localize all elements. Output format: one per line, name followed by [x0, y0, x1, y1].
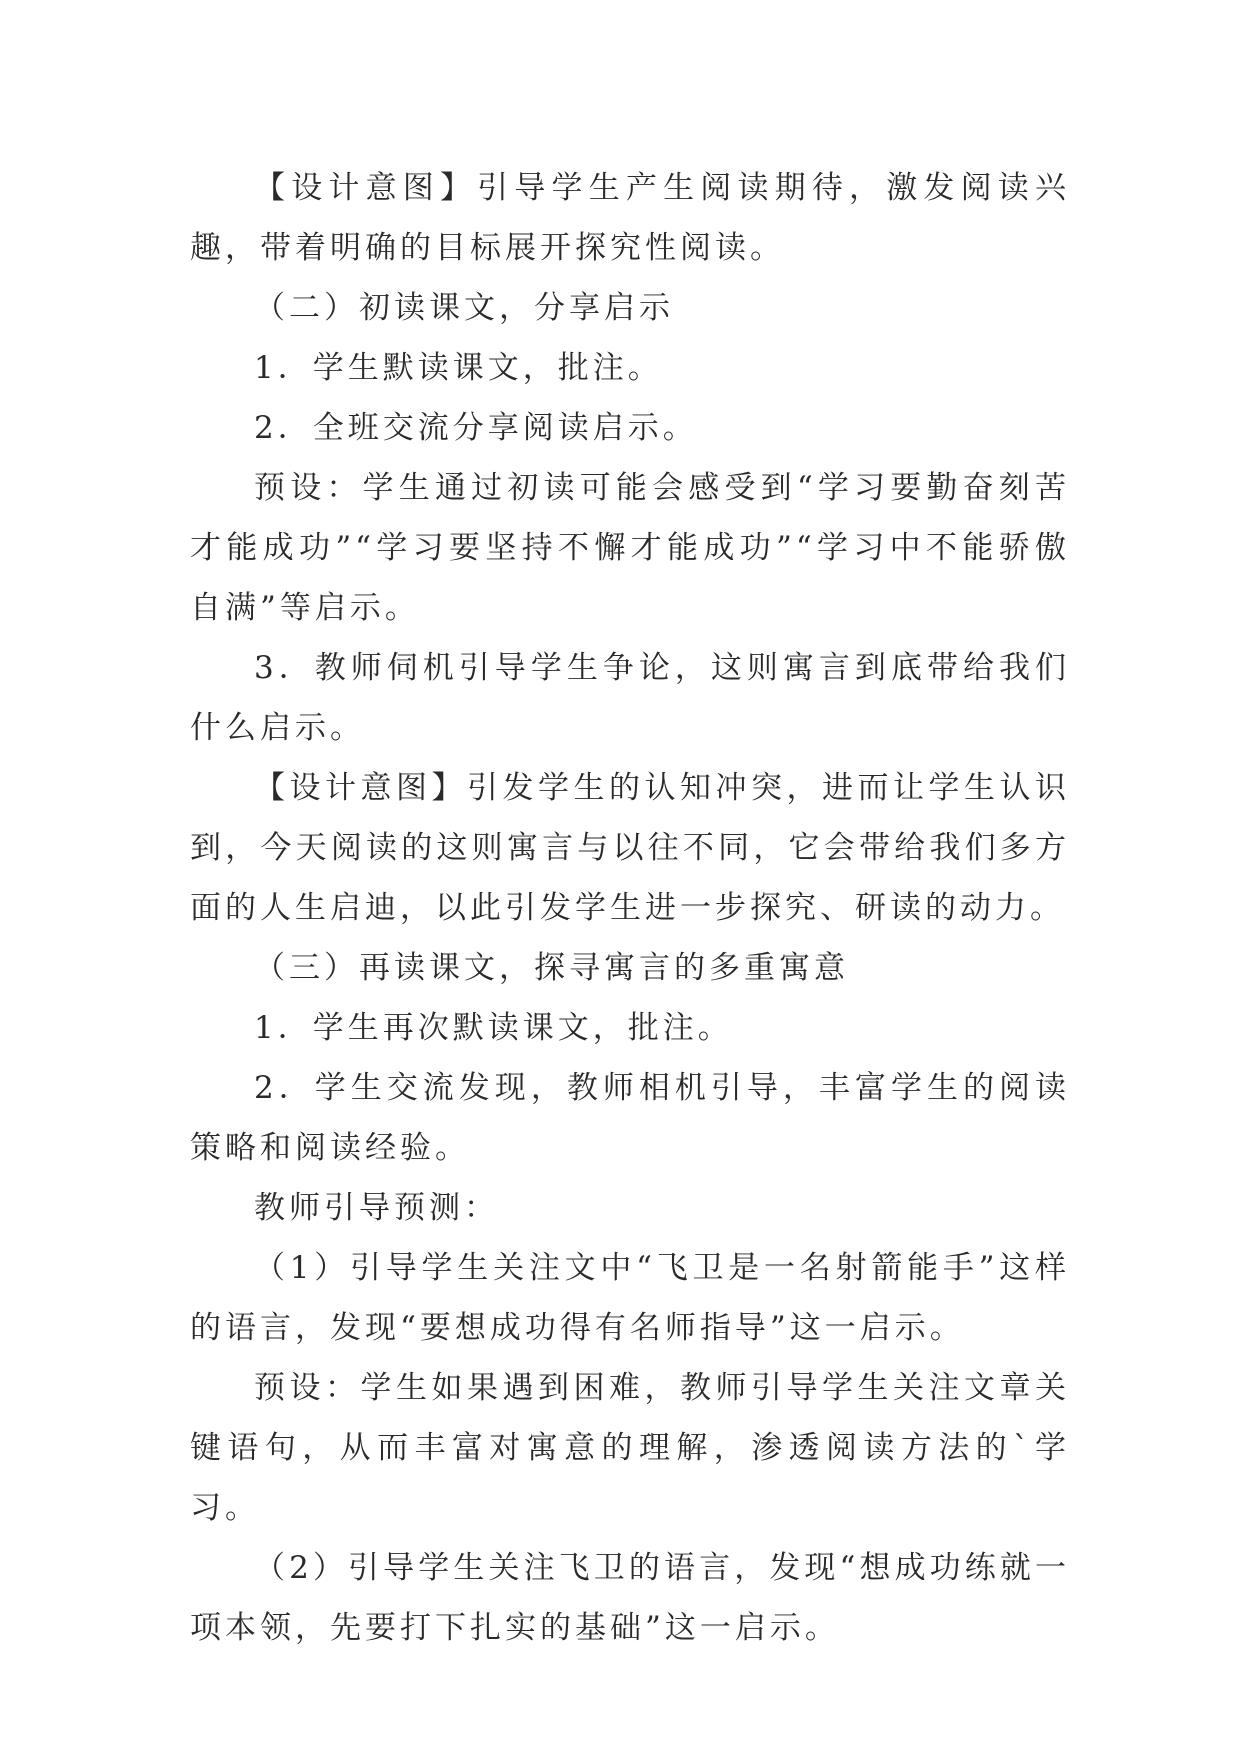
list-item-teacher-debate: 3．教师伺机引导学生争论，这则寓言到底带给我们什么启示。 — [190, 650, 1070, 746]
paragraph-design-intent-1: 【设计意图】引导学生产生阅读期待，激发阅读兴趣，带着明确的目标展开探究性阅读。 — [190, 170, 1070, 266]
list-item-class-sharing: 2．全班交流分享阅读启示。 — [254, 410, 698, 446]
section-heading-first-reading: （二）初读课文，分享启示 — [254, 290, 674, 326]
list-item-guide-2: （2）引导学生关注飞卫的语言，发现“想成功练就一项本领，先要打下扎实的基础”这一启示。 — [190, 1550, 1070, 1646]
section-heading-reread: （三）再读课文，探寻寓言的多重寓意 — [254, 950, 849, 986]
document-body — [190, 158, 1070, 1658]
list-item-exchange-findings: 2．学生交流发现，教师相机引导，丰富学生的阅读策略和阅读经验。 — [190, 1070, 1070, 1166]
list-item-reread-annotate: 1．学生再次默读课文，批注。 — [254, 1010, 733, 1046]
paragraph-preset-1: 预设：学生通过初读可能会感受到“学习要勤奋刻苦才能成功”“学习要坚持不懈才能成功”“学习中不能骄傲自满”等启示。 — [190, 470, 1070, 626]
paragraph-teacher-prediction: 教师引导预测： — [254, 1190, 499, 1226]
list-item-guide-1: （1）引导学生关注文中“飞卫是一名射箭能手”这样的语言，发现“要想成功得有名师指导”这一启示。 — [190, 1250, 1070, 1346]
paragraph-preset-2: 预设：学生如果遇到困难，教师引导学生关注文章关键语句，从而丰富对寓意的理解，渗透阅读方法的`学习。 — [190, 1370, 1070, 1526]
list-item-silent-reading: 1．学生默读课文，批注。 — [254, 350, 663, 386]
paragraph-design-intent-2: 【设计意图】引发学生的认知冲突，进而让学生认识到，今天阅读的这则寓言与以往不同，它会带给我们多方面的人生启迪，以此引发学生进一步探究、研读的动力。 — [190, 770, 1070, 926]
